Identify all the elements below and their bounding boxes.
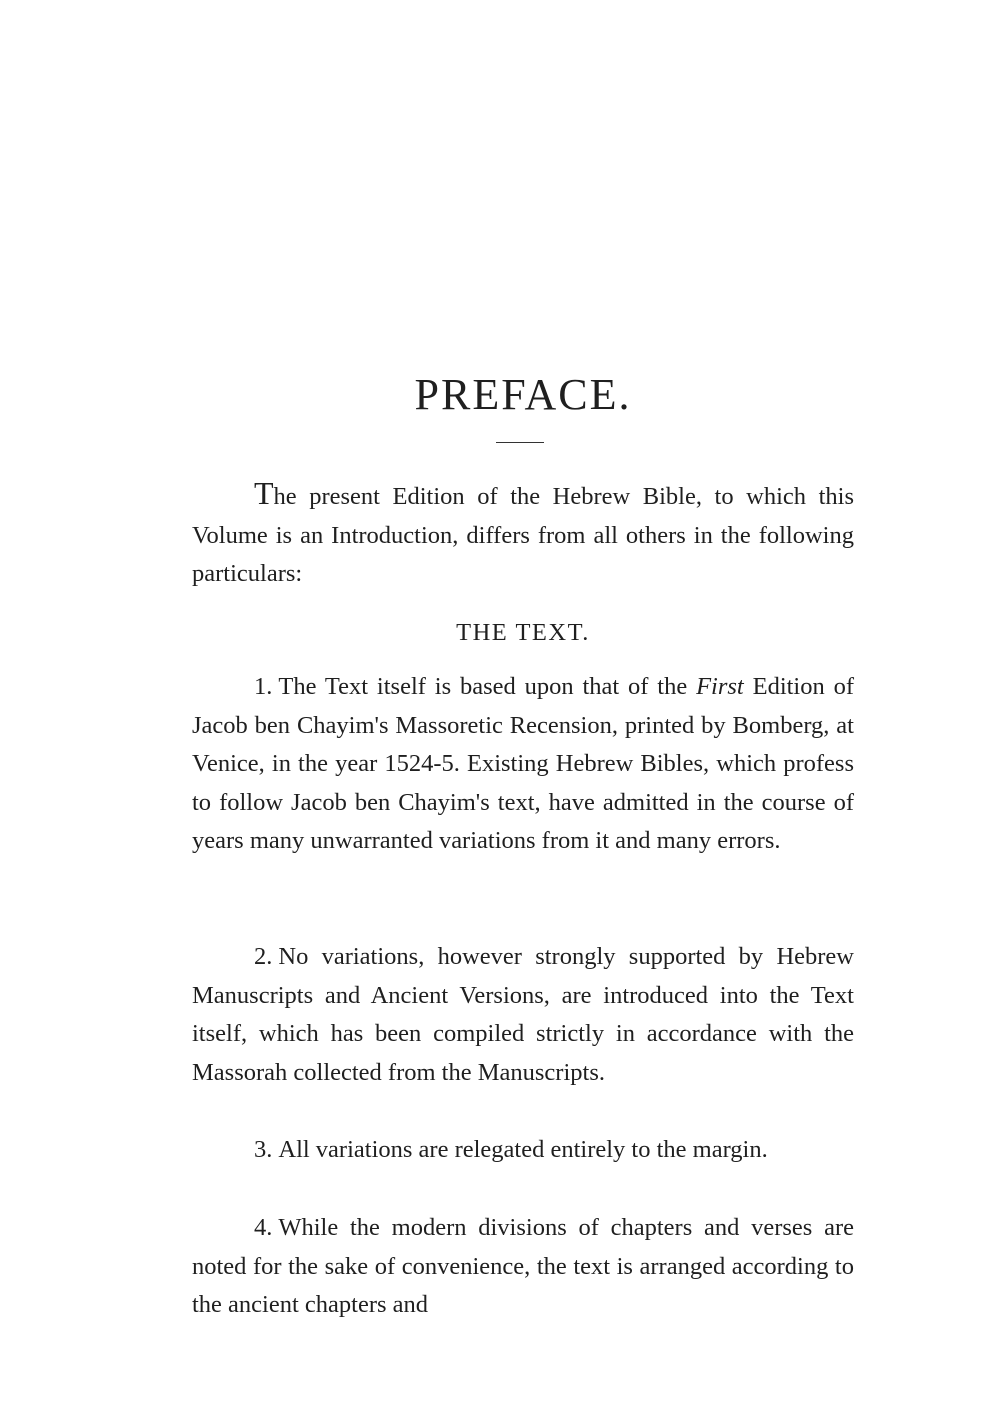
title-rule (496, 442, 544, 443)
paragraph-number: 4. (254, 1214, 273, 1241)
emphasis-text: First (696, 673, 744, 700)
paragraph-number: 2. (254, 943, 273, 970)
paragraph-text: Edition of Jacob ben Chayim's Massoretic Recension, printed by Bomberg, at Venice, in the year 1524-5. Existing Hebrew Bibles, which profess to follow Jacob ben Chayim's text, have admitted in the course of years many unwarranted variations from it and many errors. (192, 673, 855, 855)
paragraph-text: While the modern divisions of chapters and verses are noted for the sake of convenience, the text is arranged according to the ancient chapters and (192, 1214, 854, 1319)
paragraph-number: 3. (254, 1136, 273, 1163)
intro-paragraph (192, 474, 854, 594)
paragraph-1 (192, 668, 854, 861)
paragraph-text: The Text itself is based upon that of the (278, 673, 697, 700)
paragraph-number: 1. (254, 673, 273, 700)
page-title: PREFACE. (414, 370, 632, 419)
paragraph-text: All variations are relegated entirely to the margin. (278, 1136, 768, 1163)
paragraph-4 (192, 1209, 854, 1325)
paragraph-text: No variations, however strongly supported by Hebrew Manuscripts and Ancient Versions, are introduced into the Text itself, which has been compiled strictly in accordance with the Massorah collected from the Manuscripts. (192, 943, 854, 1086)
intro-initial-letter: T (254, 475, 274, 511)
intro-text: he present Edition of the Hebrew Bible, to which this Volume is an Introduction, differs from all others in the following particulars: (192, 483, 854, 588)
paragraph-2 (192, 938, 854, 1092)
paragraph-3 (192, 1131, 854, 1170)
section-heading: THE TEXT. (456, 619, 590, 646)
